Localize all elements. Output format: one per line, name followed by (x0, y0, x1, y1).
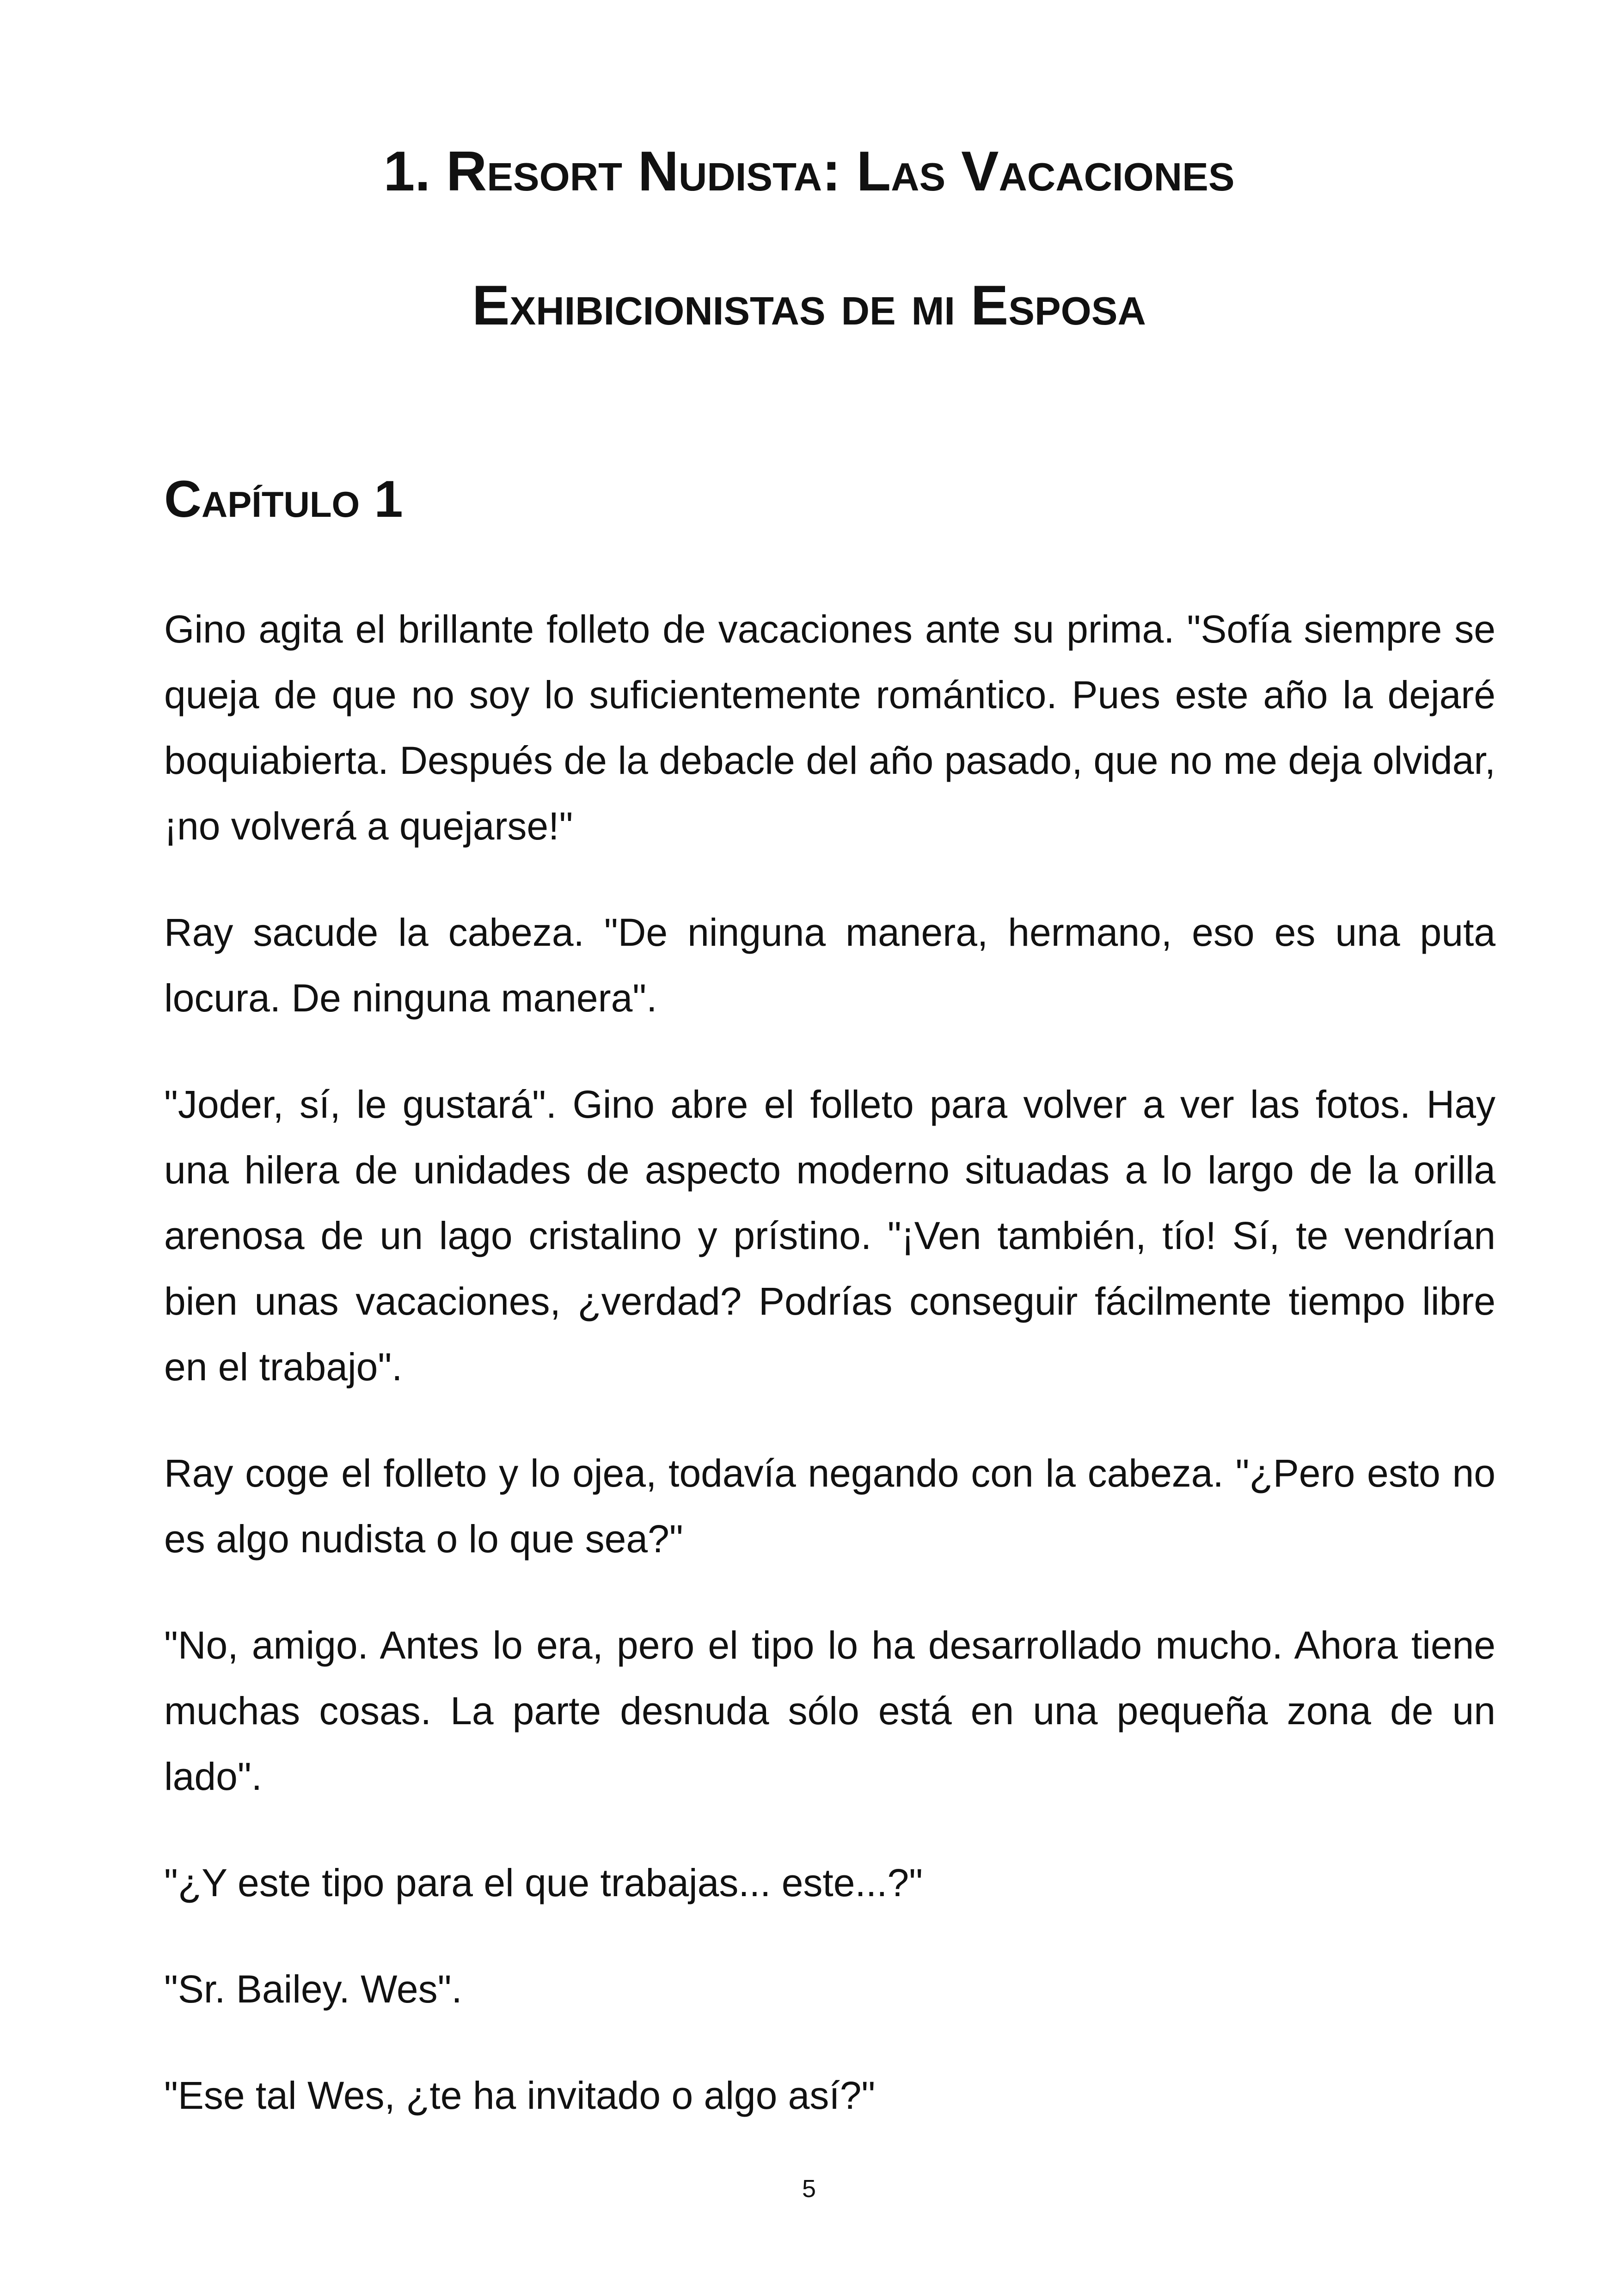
paragraph-8: "Ese tal Wes, ¿te ha invitado o algo así?" (164, 2074, 876, 2117)
paragraph-7: "Sr. Bailey. Wes". (164, 1967, 462, 2011)
paragraph-2: Ray sacude la cabeza. "De ninguna manera, hermano, eso es una puta locura. De ninguna manera". (164, 911, 1495, 1020)
paragraph-4: Ray coge el folleto y lo ojea, todavía negando con la cabeza. "¿Pero esto no es algo nudista o lo que sea?" (164, 1451, 1495, 1561)
title-line-2: Exhibicionistas de mi Esposa (472, 274, 1146, 337)
page-number: 5 (802, 2175, 816, 2203)
document-title (139, 104, 1479, 372)
chapter-heading: Capítulo 1 (164, 470, 403, 528)
paragraph-1: Gino agita el brillante folleto de vacaciones ante su prima. "Sofía siempre se queja de que no soy lo suficientemente romántico. Pues este año la dejaré boquiabierta. Después de la debacle del año pasado, que no me deja olvidar, ¡no volverá a quejarse!" (164, 607, 1495, 848)
title-line-1: 1. Resort Nudista: Las Vacaciones (383, 140, 1235, 202)
paragraph-3: "Joder, sí, le gustará". Gino abre el folleto para volver a ver las fotos. Hay una hilera de unidades de aspecto moderno situadas a lo largo de la orilla arenosa de un lago cristalino y prístino. "¡Ven también, tío! Sí, te vendrían bien unas vacaciones, ¿verdad? Podrías conseguir fácilmente tiempo libre en el trabajo". (164, 1083, 1495, 1389)
paragraph-6: "¿Y este tipo para el que trabajas... este...?" (164, 1861, 923, 1904)
paragraph-5: "No, amigo. Antes lo era, pero el tipo lo ha desarrollado mucho. Ahora tiene muchas cosas. La parte desnuda sólo está en una pequeña zona de un lado". (164, 1623, 1495, 1798)
body-text (164, 596, 1495, 2169)
